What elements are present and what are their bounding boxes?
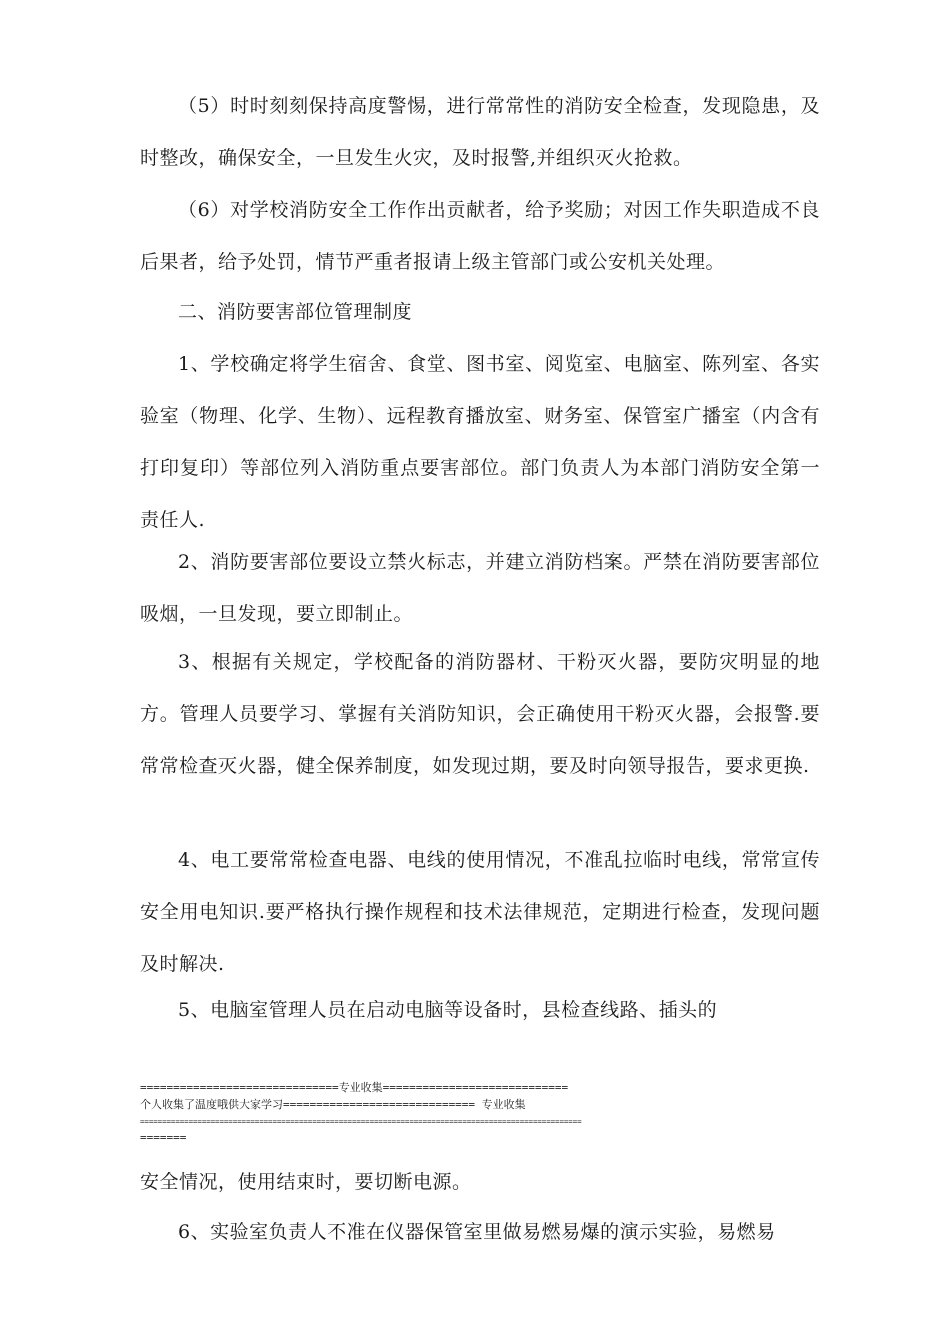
paragraph-rule-6-start: 6、实验室负责人不准在仪器保管室里做易燃易爆的演示实验，易燃易 (178, 1221, 776, 1243)
paragraph-rule-5-end: 安全情况，使用结束时，要切断电源。 (140, 1171, 472, 1193)
paragraph-rule-2: 2、消防要害部位要设立禁火标志，并建立消防档案。严禁在消防要害部位吸烟，一旦发现，要立即制止。 (140, 551, 820, 625)
paragraph-item-5: （5）时时刻刻保持高度警惕，进行常常性的消防安全检查，发现隐患，及时整改，确保安全，一旦发生火灾，及时报警,并组织灭火抢救。 (140, 95, 820, 169)
footer-separator-line-2: ==================================================================================================== (140, 1117, 582, 1126)
paragraph-item-6: （6）对学校消防安全工作作出贡献者，给予奖励；对因工作失职造成不良后果者，给予处罚，情节严重者报请上级主管部门或公安机关处理。 (140, 199, 820, 273)
paragraph-rule-1: 1、学校确定将学生宿舍、食堂、图书室、阅览室、电脑室、陈列室、各实验室（物理、化学、生物）、远程教育播放室、财务室、保管室广播室（内含有打印复印）等部位列入消防重点要害部位。部门负责人为本部门消防安全第一责任人. (140, 353, 820, 531)
paragraph-rule-4: 4、电工要常常检查电器、电线的使用情况，不准乱拉临时电线，常常宣传安全用电知识.要严格执行操作规程和技术法律规范，定期进行检查，发现问题及时解决. (140, 849, 820, 975)
footer-separator-line-1: ==============================专业收集============================ (140, 1081, 569, 1094)
footer-collection-note: 个人收集了温度哦供大家学习============================= 专业收集 (140, 1098, 526, 1111)
section-heading: 二、消防要害部位管理制度 (178, 301, 413, 323)
paragraph-rule-3: 3、根据有关规定，学校配备的消防器材、干粉灭火器，要防灾明显的地方。管理人员要学习、掌握有关消防知识，会正确使用干粉灭火器，会报警.要常常检查灭火器，健全保养制度，如发现过期，要及时向领导报告，要求更换. (140, 651, 820, 777)
paragraph-rule-5-start: 5、电脑室管理人员在启动电脑等设备时，县检查线路、插头的 (178, 999, 718, 1021)
footer-separator-line-3: ======= (140, 1131, 187, 1144)
